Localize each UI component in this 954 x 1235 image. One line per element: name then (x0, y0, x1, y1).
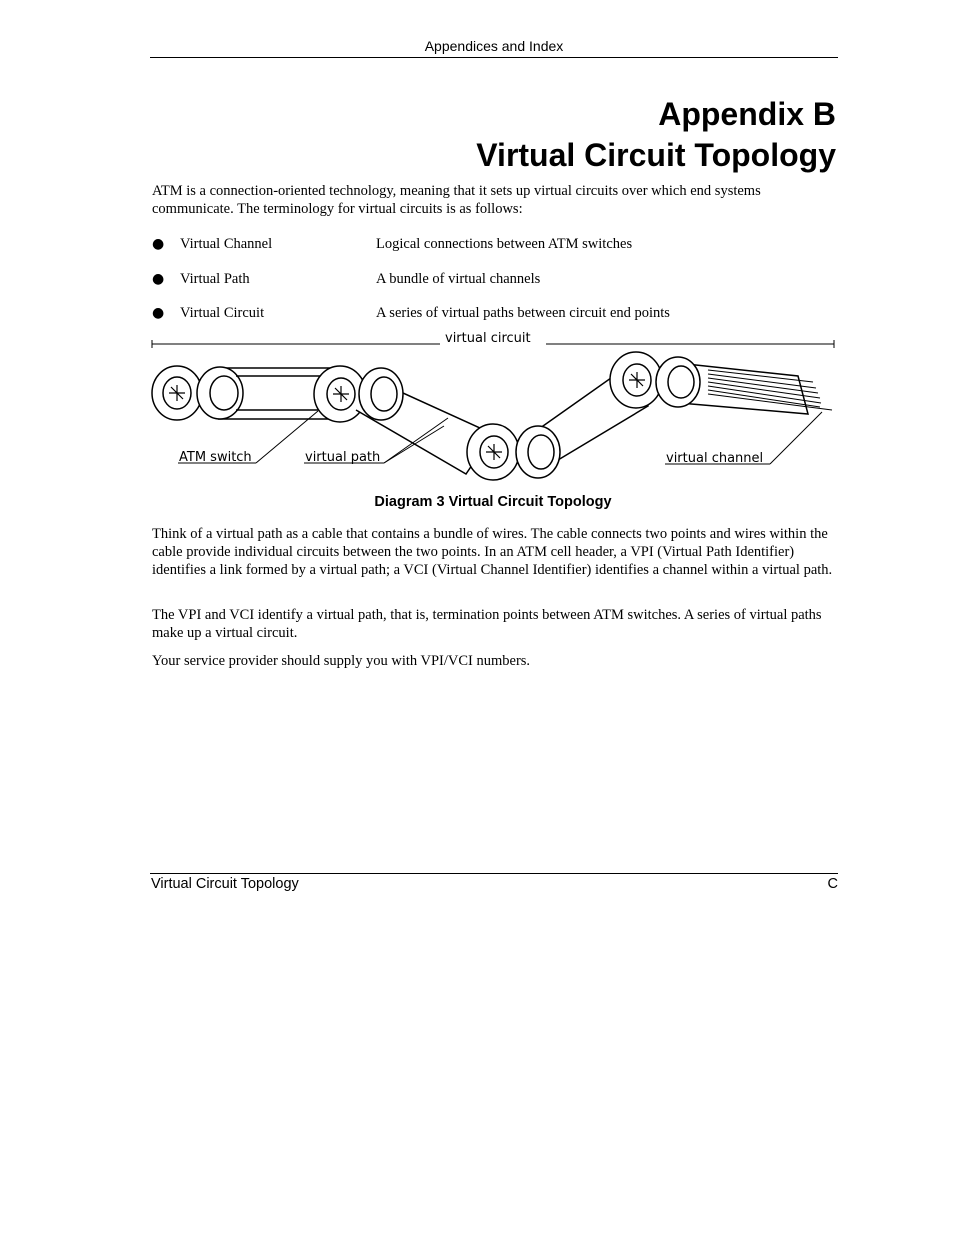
virtual-circuit-label: virtual circuit (445, 331, 531, 346)
bullet-icon: ● (152, 270, 165, 287)
paragraph-provider: Your service provider should supply you with VPI/VCI numbers. (152, 653, 531, 669)
diagram-caption: Diagram 3 Virtual Circuit Topology (374, 494, 612, 510)
term-list (152, 235, 836, 339)
term-label: Virtual Circuit (180, 305, 265, 321)
page-title (150, 94, 836, 176)
header-rule (150, 57, 838, 58)
term-label: Virtual Channel (180, 236, 273, 252)
title-line-1: Appendix B (658, 96, 836, 132)
paragraph-vpi-vci: The VPI and VCI identify a virtual path, that is, termination points between ATM switches. A series of virtual paths make up a virtual circuit. (152, 607, 822, 641)
intro-paragraph: ATM is a connection-oriented technology, meaning that it sets up virtual circuits over which end systems communicate. The terminology for virtual circuits is as follows: (152, 183, 761, 217)
virtual-channel-label: virtual channel (666, 451, 764, 466)
list-item (152, 270, 836, 305)
running-header: Appendices and Index (424, 38, 564, 54)
term-definition: A series of virtual paths between circuit end points (376, 305, 670, 321)
term-definition: Logical connections between ATM switches (376, 236, 633, 252)
term-definition: A bundle of virtual channels (376, 270, 541, 287)
term-label: Virtual Path (180, 270, 250, 287)
footer-rule (150, 873, 838, 874)
title-line-2: Virtual Circuit Topology (476, 137, 836, 173)
paragraph-virtual-path: Think of a virtual path as a cable that contains a bundle of wires. The cable connects two points and wires within the cable provide individual circuits between the two points. In an ATM cell header, a VPI (Virtual Path Identifier) identifies a link formed by a virtual path; a VCI (Virtual Channel Identifier) identifies a channel within a virtual path. (152, 526, 833, 578)
atm-switch-label: ATM switch (179, 450, 252, 465)
bullet-icon: ● (152, 305, 165, 321)
bullet-icon: ● (152, 236, 165, 252)
virtual-path-label: virtual path (305, 450, 381, 465)
list-item (152, 235, 836, 270)
virtual-circuit-diagram (148, 326, 838, 486)
page-number: C (827, 876, 838, 892)
footer-title: Virtual Circuit Topology (151, 876, 299, 892)
